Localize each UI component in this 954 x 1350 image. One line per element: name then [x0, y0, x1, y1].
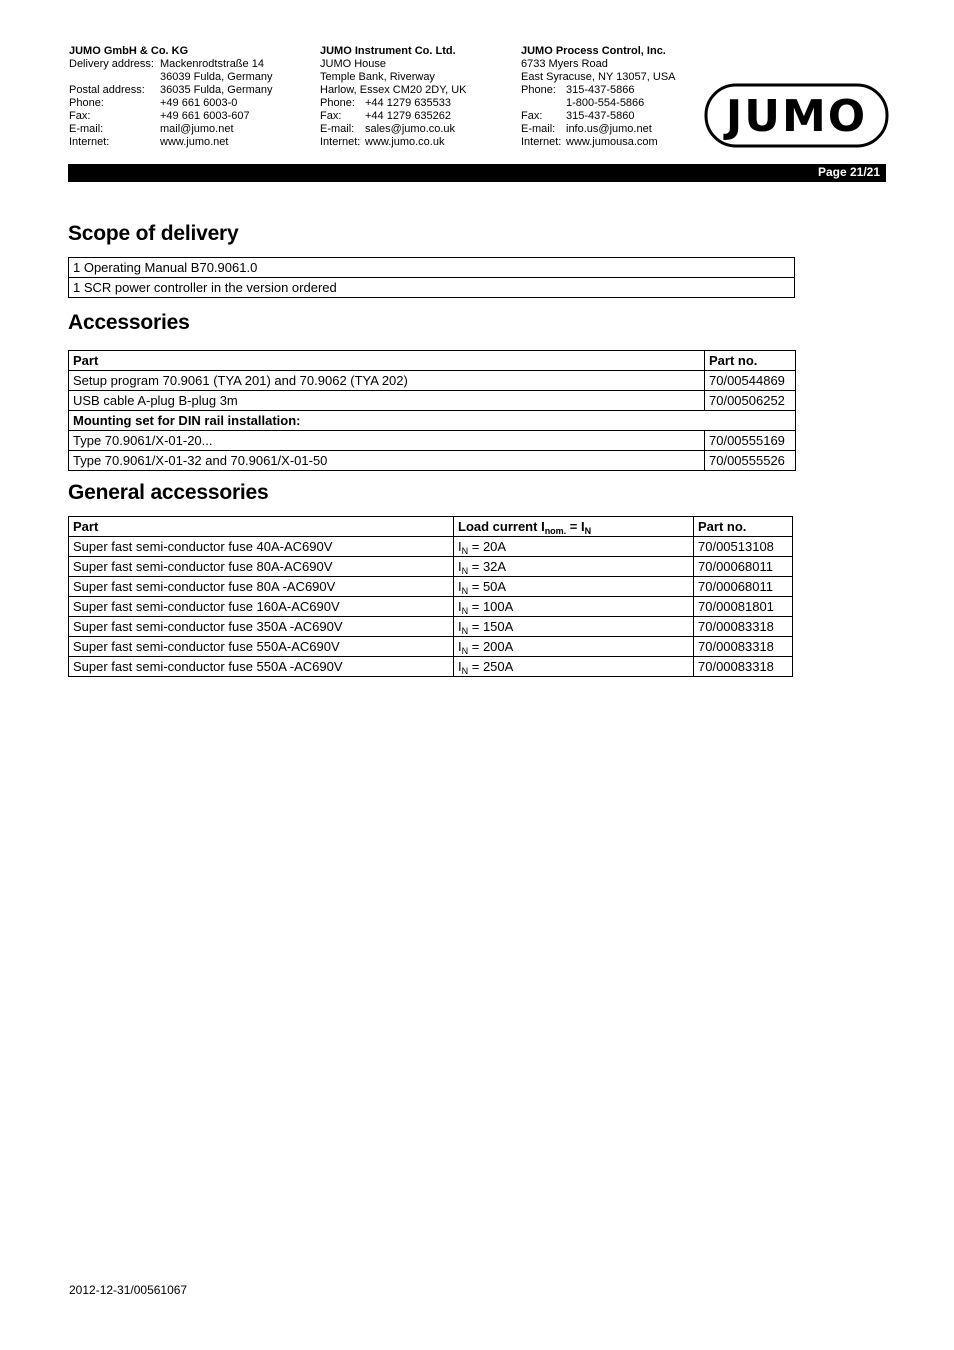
part-cell: Super fast semi-conductor fuse 550A-AC690V: [69, 637, 454, 657]
column-header-part: Part: [69, 517, 454, 537]
partno-cell: 70/00513108: [694, 537, 793, 557]
column-header-part: Part: [69, 351, 705, 371]
current-value: = 20A: [468, 539, 507, 554]
part-cell: Super fast semi-conductor fuse 80A-AC690V: [69, 557, 454, 577]
partno-cell: 70/00555169: [705, 431, 796, 451]
load-current-cell: [454, 557, 694, 577]
table-row: [69, 278, 795, 298]
column-header-partno: Part no.: [694, 517, 793, 537]
address-key: Phone:: [69, 97, 104, 109]
current-value: = 32A: [468, 559, 507, 574]
part-cell: Super fast semi-conductor fuse 40A-AC690V: [69, 537, 454, 557]
address-value: mail@jumo.net: [160, 123, 234, 135]
address-germany: [69, 45, 273, 149]
current-subscript: N: [461, 546, 469, 556]
address-row: [69, 97, 273, 110]
address-value: info.us@jumo.net: [566, 123, 652, 135]
address-row: [320, 110, 467, 123]
partno-cell: 70/00506252: [705, 391, 796, 411]
table-row: [69, 657, 793, 677]
partno-cell: 70/00083318: [694, 657, 793, 677]
address-value: www.jumo.net: [160, 136, 229, 148]
address-row: [320, 136, 467, 149]
current-subscript: N: [461, 586, 469, 596]
address-key: [521, 97, 566, 110]
partno-cell: 70/00081801: [694, 597, 793, 617]
address-row: [521, 123, 676, 136]
table-row: [69, 537, 793, 557]
address-usa: [521, 45, 676, 149]
address-line: 6733 Myers Road: [521, 58, 608, 70]
current-value: = 200A: [468, 639, 514, 654]
table-row: [69, 637, 793, 657]
table-row: [69, 371, 796, 391]
partno-cell: 70/00083318: [694, 637, 793, 657]
page-bar: [68, 164, 886, 182]
column-header-load-current: [454, 517, 694, 537]
address-row: [69, 123, 273, 136]
table-row: [69, 617, 793, 637]
header-subscript: N: [584, 526, 592, 536]
table-header-row: [69, 517, 793, 537]
part-cell: Super fast semi-conductor fuse 550A -AC690V: [69, 657, 454, 677]
address-key: Internet:: [521, 136, 562, 148]
partno-cell: 70/00555526: [705, 451, 796, 471]
address-row: [69, 58, 273, 71]
address-key: Internet:: [320, 136, 361, 148]
table-header-row: [69, 351, 796, 371]
current-subscript: N: [461, 666, 469, 676]
header-text: = I: [566, 519, 585, 534]
address-value: Mackenrodtstraße 14: [160, 58, 264, 70]
part-cell: Setup program 70.9061 (TYA 201) and 70.9062 (TYA 202): [69, 371, 705, 391]
table-row: [69, 451, 796, 471]
address-rows: [69, 58, 273, 149]
table-row: [69, 431, 796, 451]
jumo-logo: [704, 83, 889, 148]
partno-cell: 70/00068011: [694, 557, 793, 577]
table-group-row: [69, 411, 796, 431]
accessories-table: [68, 350, 796, 471]
section-title-scope: Scope of delivery: [68, 222, 239, 245]
current-symbol: I: [458, 539, 462, 554]
address-key: Fax:: [320, 110, 342, 122]
address-uk: [320, 45, 467, 149]
load-current-cell: [454, 657, 694, 677]
current-value: = 100A: [468, 599, 514, 614]
address-row: [69, 110, 273, 123]
address-row: [521, 110, 676, 123]
address-key: Postal address:: [69, 84, 145, 96]
address-value: 36039 Fulda, Germany: [160, 71, 273, 83]
load-current-cell: [454, 637, 694, 657]
address-value: 315-437-5866: [566, 84, 635, 96]
scope-item: 1 SCR power controller in the version ordered: [69, 278, 795, 298]
current-value: = 150A: [468, 619, 514, 634]
current-subscript: N: [461, 566, 469, 576]
company-name: JUMO Process Control, Inc.: [521, 45, 666, 57]
partno-cell: 70/00068011: [694, 577, 793, 597]
company-name: JUMO Instrument Co. Ltd.: [320, 45, 456, 57]
group-label: Mounting set for DIN rail installation:: [69, 411, 796, 431]
address-row: [69, 71, 273, 84]
current-value: = 250A: [468, 659, 514, 674]
table-row: [69, 258, 795, 278]
current-symbol: I: [458, 619, 462, 634]
load-current-cell: [454, 617, 694, 637]
current-symbol: I: [458, 599, 462, 614]
current-subscript: N: [461, 606, 469, 616]
load-current-cell: [454, 597, 694, 617]
address-lines: [521, 58, 676, 84]
current-symbol: I: [458, 579, 462, 594]
address-value: 315-437-5860: [566, 110, 635, 122]
current-symbol: I: [458, 639, 462, 654]
address-key: Delivery address:: [69, 58, 154, 70]
address-row: [69, 136, 273, 149]
address-value: www.jumo.co.uk: [365, 136, 445, 148]
table-row: [69, 597, 793, 617]
page-number: Page 21/21: [817, 165, 880, 179]
load-current-cell: [454, 577, 694, 597]
part-cell: Super fast semi-conductor fuse 160A-AC690V: [69, 597, 454, 617]
section-title-accessories: Accessories: [68, 311, 190, 334]
table-row: [69, 391, 796, 411]
table-row: [69, 557, 793, 577]
current-symbol: I: [458, 659, 462, 674]
current-symbol: I: [458, 559, 462, 574]
scope-item: 1 Operating Manual B70.9061.0: [69, 258, 795, 278]
address-value: +49 661 6003-607: [160, 110, 250, 122]
company-name: JUMO GmbH & Co. KG: [69, 45, 189, 57]
address-value: +44 1279 635533: [365, 97, 451, 109]
load-current-cell: [454, 537, 694, 557]
address-row: [320, 97, 467, 110]
partno-cell: 70/00083318: [694, 617, 793, 637]
address-line: Temple Bank, Riverway: [320, 71, 435, 83]
header-subscript: nom.: [544, 526, 567, 536]
address-value: +44 1279 635262: [365, 110, 451, 122]
address-row: [69, 84, 273, 97]
address-row: [521, 97, 676, 110]
current-subscript: N: [461, 626, 469, 636]
part-cell: USB cable A-plug B-plug 3m: [69, 391, 705, 411]
address-value: 1-800-554-5866: [566, 97, 645, 109]
logo-text: JUMO: [725, 91, 868, 142]
address-key: Fax:: [521, 110, 543, 122]
address-row: [521, 84, 676, 97]
address-row: [521, 136, 676, 149]
scope-table: [68, 257, 795, 298]
address-line: East Syracuse, NY 13057, USA: [521, 71, 676, 83]
part-cell: Super fast semi-conductor fuse 350A -AC690V: [69, 617, 454, 637]
current-value: = 50A: [468, 579, 507, 594]
address-row: [320, 123, 467, 136]
address-line: JUMO House: [320, 58, 387, 70]
address-value: sales@jumo.co.uk: [365, 123, 456, 135]
document-footer: 2012-12-31/00561067: [69, 1283, 188, 1297]
current-subscript: N: [461, 646, 469, 656]
address-value: 36035 Fulda, Germany: [160, 84, 273, 96]
address-key: [69, 71, 160, 84]
header-text: Load current I: [458, 519, 545, 534]
address-value: www.jumousa.com: [566, 136, 658, 148]
address-value: +49 661 6003-0: [160, 97, 238, 109]
partno-cell: 70/00544869: [705, 371, 796, 391]
address-key: E-mail:: [320, 123, 355, 135]
address-key: Fax:: [69, 110, 91, 122]
address-key: Phone:: [320, 97, 355, 109]
part-cell: Type 70.9061/X-01-32 and 70.9061/X-01-50: [69, 451, 705, 471]
address-key: Internet:: [69, 136, 110, 148]
address-key: Phone:: [521, 84, 556, 96]
part-cell: Type 70.9061/X-01-20...: [69, 431, 705, 451]
address-key: E-mail:: [69, 123, 104, 135]
address-key: E-mail:: [521, 123, 556, 135]
address-lines: [320, 58, 467, 97]
general-accessories-table: [68, 516, 793, 677]
column-header-partno: Part no.: [705, 351, 796, 371]
address-rows: [521, 84, 676, 149]
part-cell: Super fast semi-conductor fuse 80A -AC690V: [69, 577, 454, 597]
address-line: Harlow, Essex CM20 2DY, UK: [320, 84, 467, 96]
address-rows: [320, 97, 467, 149]
section-title-general: General accessories: [68, 481, 269, 504]
table-row: [69, 577, 793, 597]
